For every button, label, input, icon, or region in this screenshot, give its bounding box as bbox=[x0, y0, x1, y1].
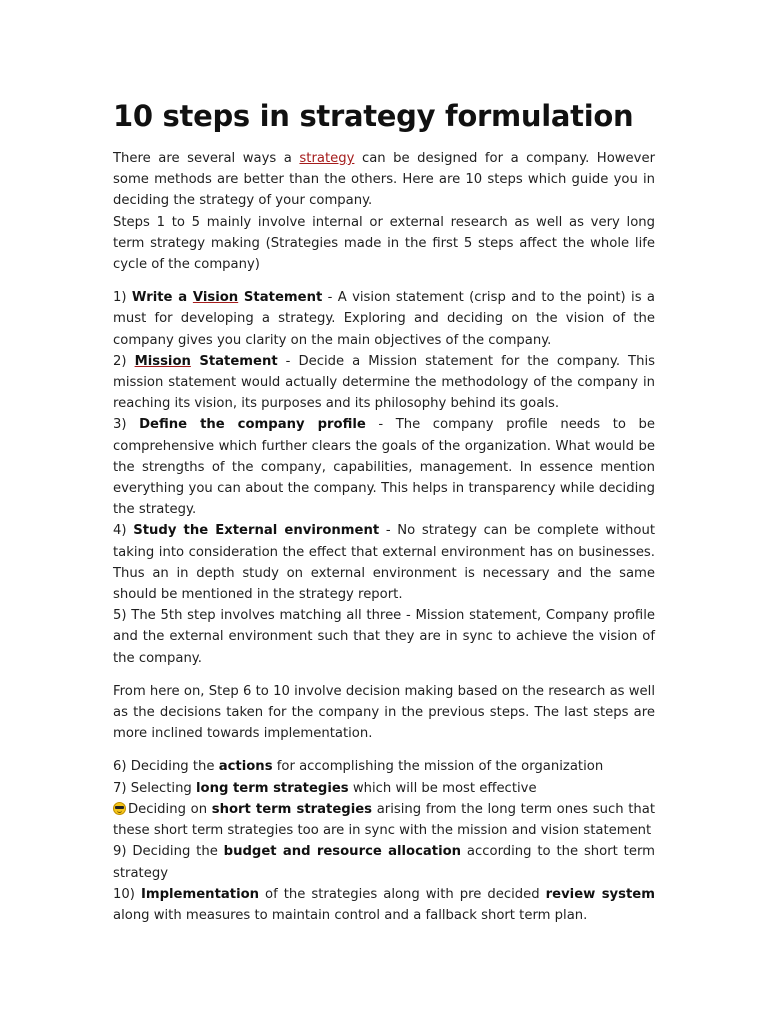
page-title: 10 steps in strategy formulation bbox=[113, 99, 634, 133]
step-text: according to the short term strategy bbox=[113, 844, 655, 881]
step-heading: Statement bbox=[190, 353, 278, 369]
intro-paragraph-2: Steps 1 to 5 mainly involve internal or external research as well as very long term strategy making (Strategies made in the first 5 steps affect the whole life cycle of the company) bbox=[113, 214, 655, 273]
step-text: Deciding on bbox=[128, 801, 212, 817]
step-4 bbox=[113, 520, 655, 605]
step-5 bbox=[113, 605, 655, 669]
step-3 bbox=[113, 414, 655, 520]
step-number: 2) bbox=[113, 353, 135, 369]
intro-paragraph-1 bbox=[113, 148, 655, 212]
step-number: 3) bbox=[113, 417, 140, 433]
spacer bbox=[113, 275, 655, 287]
step-text: The 5th step involves matching all three - Mission statement, Company profile and the external environment such that they are in sync to achieve the vision of the company. bbox=[113, 608, 656, 666]
step-text: of the strategies along with pre decided bbox=[259, 886, 546, 902]
step-9 bbox=[113, 841, 655, 883]
step-text: 9) Deciding the bbox=[113, 844, 224, 860]
step-heading: Implementation bbox=[140, 886, 260, 902]
step-10 bbox=[113, 884, 655, 926]
step-heading: Statement bbox=[238, 290, 323, 306]
transition-paragraph: From here on, Step 6 to 10 involve decision making based on the research as well as the decisions taken for the company in the previous steps. The last steps are more inclined towards implementation. bbox=[113, 683, 655, 742]
step-number: 10) bbox=[113, 886, 141, 902]
sunglasses-emoji-icon bbox=[113, 802, 126, 815]
step-text: - The company profile needs to be comprehensive which further clears the goals of the organization. What would be the strengths of the company, capabilities, management. In essence mention everything you can about the company. This helps in transparency while deciding the strategy. bbox=[113, 417, 656, 518]
spacer bbox=[113, 744, 655, 756]
step-text: - Decide a Mission statement for the company. This mission statement would actually determine the methodology of the company in reaching its vision, its purposes and its philosophy behind its goals. bbox=[113, 353, 656, 412]
step-number: 4) bbox=[113, 523, 134, 539]
step-6 bbox=[113, 756, 655, 777]
step-text: 6) Deciding the bbox=[113, 759, 219, 775]
mission-link[interactable] bbox=[135, 354, 191, 369]
step-2 bbox=[113, 351, 655, 415]
step-7 bbox=[113, 778, 655, 799]
mission-link-text: Mission bbox=[134, 353, 191, 369]
step-heading: review system bbox=[545, 886, 655, 902]
vision-link-text: Vision bbox=[192, 290, 239, 306]
step-heading: long term strategies bbox=[196, 780, 349, 796]
step-heading: actions bbox=[218, 759, 273, 775]
step-text: arising from the long term ones such that these short term strategies too are in sync with the mission and vision statement bbox=[113, 801, 656, 839]
step-1 bbox=[113, 287, 655, 351]
step-text: - A vision statement (crisp and to the point) is a must for developing a strategy. Exploring and deciding on the vision of the company gives you clarity on the main objectives of the company. bbox=[113, 290, 655, 348]
step-text: - No strategy can be complete without taking into consideration the effect that external environment has on businesses. Thus an in depth study on external environment is necessary and the same should be mentioned in the strategy report. bbox=[113, 523, 655, 603]
step-text: for accomplishing the mission of the organization bbox=[272, 759, 604, 775]
step-8 bbox=[113, 799, 655, 841]
document-page bbox=[113, 96, 655, 926]
strategy-link[interactable]: strategy bbox=[299, 151, 355, 166]
vision-link[interactable] bbox=[193, 290, 238, 305]
spacer bbox=[113, 669, 655, 681]
step-text: which will be most effective bbox=[348, 780, 537, 796]
step-text: along with measures to maintain control and a fallback short term plan. bbox=[113, 907, 588, 923]
step-text: 7) Selecting bbox=[113, 780, 196, 796]
step-number: 1) bbox=[113, 290, 132, 306]
step-heading: Write a bbox=[131, 290, 193, 306]
intro-text: can be designed for a company. However some methods are better than the others. Here are 10 steps which guide you in deciding the strategy of your company. bbox=[113, 151, 656, 209]
intro-text: There are several ways a bbox=[113, 151, 300, 166]
step-number: 5) bbox=[113, 608, 132, 624]
step-heading: Study the External environment bbox=[133, 523, 380, 539]
step-heading: Define the company profile bbox=[139, 417, 366, 433]
step-heading: budget and resource allocation bbox=[223, 844, 462, 860]
step-heading: short term strategies bbox=[211, 801, 373, 817]
